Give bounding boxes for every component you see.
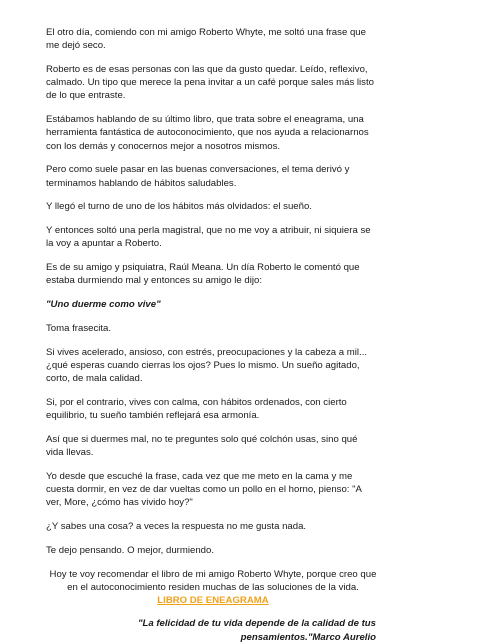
paragraph-pearl: Y entonces soltó una perla magistral, que no me voy a atribuir, ni siquiera se la voy a apuntar a Roberto. [46, 225, 371, 250]
paragraph-conversation: Pero como suele pasar en las buenas conversaciones, el tema derivó y terminamos hablando de hábitos saludables. [46, 164, 350, 189]
paragraph-toma: Toma frasecita. [46, 323, 112, 334]
article-body [46, 26, 376, 644]
paragraph-book: Estábamos hablando de su último libro, que trata sobre el eneagrama, una herramienta fantástica de autoconocimiento, que nos ayuda a relacionarnos con los demás y conocernos mejor a nosotros mismos. [46, 114, 369, 152]
book-link[interactable]: LIBRO DE ENEAGRAMA [157, 595, 269, 607]
paragraph-thinking: Te dejo pensando. O mejor, durmiendo. [46, 545, 214, 556]
paragraph-psychiatrist: Es de su amigo y psiquiatra, Raúl Meana. Un día Roberto le comentó que estaba durmiendo mal y entonces su amigo le dijo: [46, 262, 360, 287]
signature-quote: "La felicidad de tu vida depende de la calidad de tus pensamientos."Marco Aurelio [137, 618, 376, 643]
paragraph-mattress: Así que si duermes mal, no te preguntes solo qué colchón usas, sino qué vida llevas. [46, 434, 358, 459]
closing-recommendation: Hoy te voy recomendar el libro de mi amigo Roberto Whyte, porque creo que en el autoconocimiento residen muchas de las soluciones de la vida. [49, 568, 377, 593]
paragraph-accelerated: Si vives acelerado, ansioso, con estrés, preocupaciones y la cabeza a mil... ¿qué esperas cuando cierras los ojos? Pues lo mismo. Un sueño agitado, corto, de mala calidad. [46, 346, 368, 385]
highlight-quote: "Uno duerme como vive" [46, 299, 161, 311]
paragraph-bedtime: Yo desde que escuché la frase, cada vez que me meto en la cama y me cuesta dormir, en vez de dar vueltas como un pollo en el horno, pienso: "A ver, More, ¿cómo has vivido hoy?" [46, 471, 362, 509]
paragraph-calm: Si, por el contrario, vives con calma, con hábitos ordenados, con cierto equilibrio, tu sueño también reflejará esa armonía. [46, 397, 347, 422]
paragraph-sleep: Y llegó el turno de uno de los hábitos más olvidados: el sueño. [46, 201, 312, 213]
paragraph-answer: ¿Y sabes una cosa? a veces la respuesta no me gusta nada. [46, 521, 307, 533]
paragraph-roberto: Roberto es de esas personas con las que da gusto quedar. Leído, reflexivo, calmado. Un tipo que merece la pena invitar a un café porque sales más listo de lo que entraste. [46, 64, 374, 102]
paragraph-intro: El otro día, comiendo con mi amigo Roberto Whyte, me soltó una frase que me dejó seco. [46, 27, 366, 52]
